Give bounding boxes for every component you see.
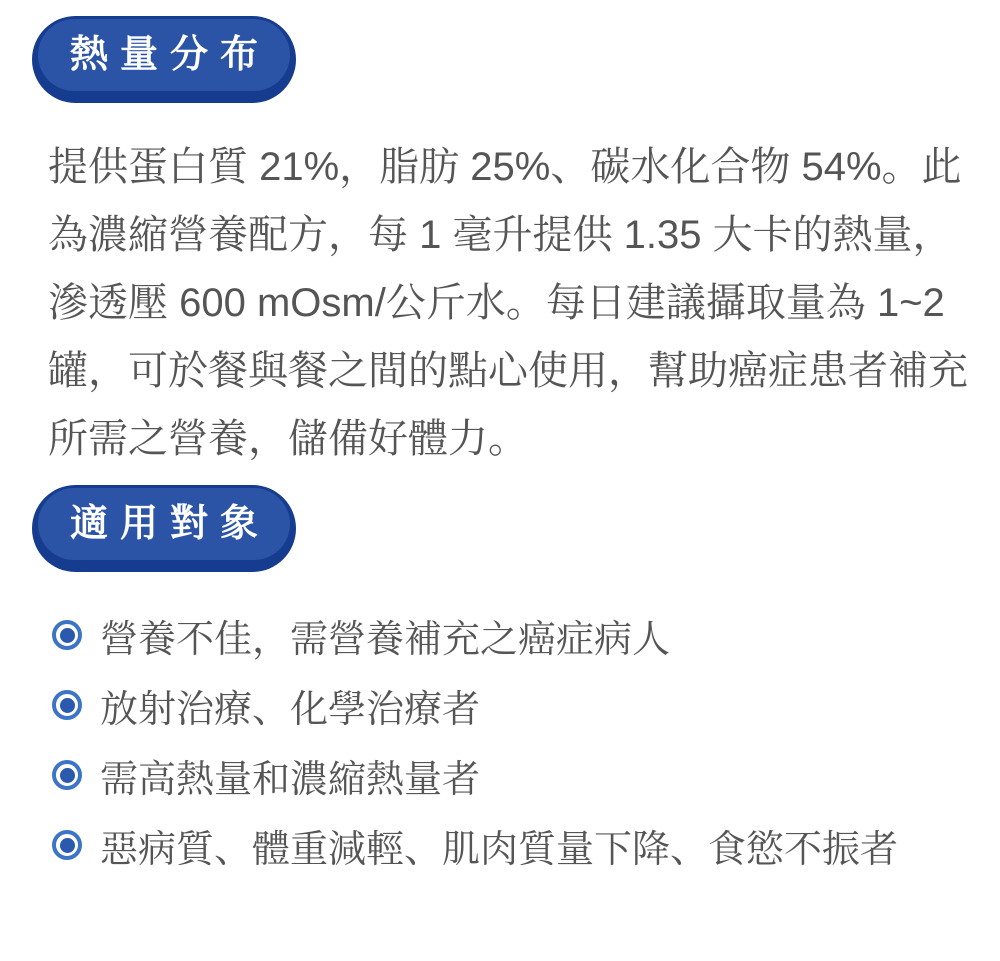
list-item (52, 600, 968, 670)
target-audience-badge (32, 485, 296, 572)
paragraph-line: 所需之營養，儲備好體力。 (48, 417, 528, 461)
paragraph-line: 罐，可於餐與餐之間的點心使用，幫助癌症患者補充 (48, 349, 968, 393)
paragraph-line: 為濃縮營養配方，每 1 毫升提供 1.35 大卡的熱量， (48, 213, 953, 257)
list-item-label: 營養不佳，需營養補充之癌症病人 (100, 618, 671, 661)
calorie-distribution-badge (32, 16, 296, 103)
list-item (52, 810, 968, 880)
paragraph-line: 滲透壓 600 mOsm/公斤水。每日建議攝取量為 1~2 (48, 281, 945, 325)
bullet-dot (60, 838, 75, 853)
list-item-label: 惡病質、體重減輕、肌肉質量下降、食慾不振者 (100, 828, 899, 871)
bullet-target-icon (52, 620, 82, 650)
list-item (52, 670, 968, 740)
bullet-dot (60, 698, 75, 713)
target-audience-list (32, 600, 968, 880)
bullet-target-icon (52, 760, 82, 790)
calorie-description-text (48, 133, 978, 473)
bullet-target-icon (52, 830, 82, 860)
bullet-target-icon (52, 690, 82, 720)
bullet-dot (60, 768, 75, 783)
paragraph-line: 提供蛋白質 21%，脂肪 25%、碳水化合物 54%。此 (48, 145, 962, 189)
list-item-label: 需高熱量和濃縮熱量者 (100, 758, 481, 801)
bullet-dot (60, 628, 75, 643)
list-item (52, 740, 968, 810)
list-item-label: 放射治療、化學治療者 (100, 688, 481, 731)
section-target-audience (32, 485, 968, 880)
calorie-distribution-badge-label: 熱量分布 (38, 19, 290, 91)
target-audience-badge-label: 適用對象 (38, 488, 290, 560)
section-calorie-distribution (32, 16, 968, 473)
